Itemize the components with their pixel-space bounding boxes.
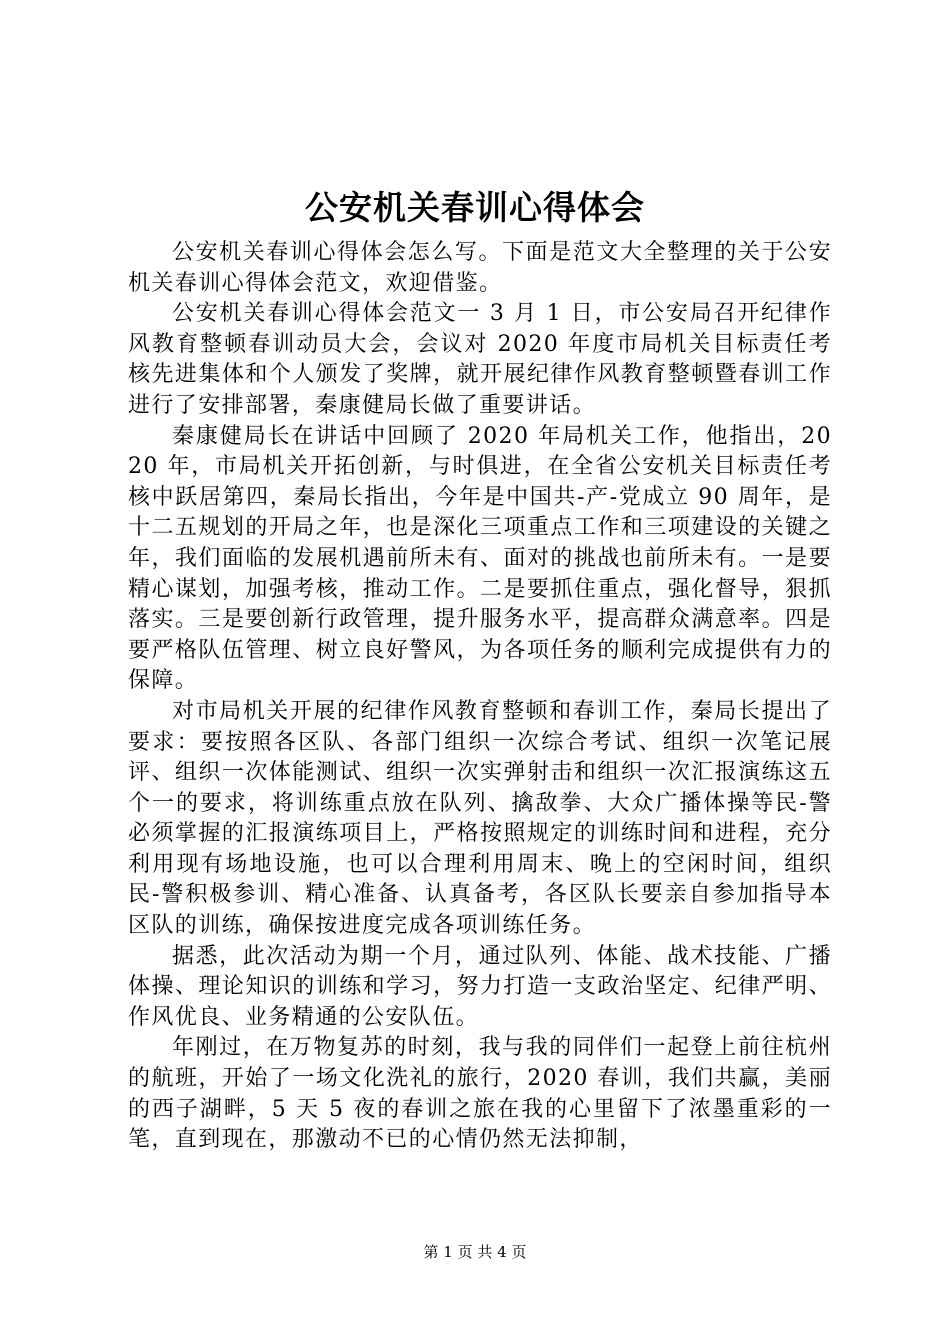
document-title: 公安机关春训心得体会 — [305, 188, 645, 227]
document-body — [128, 238, 832, 1156]
paragraph-review: 秦康健局长在讲话中回顾了 2020 年局机关工作，他指出，2020 年，市局机关开拓创新，与时俱进，在全省公安机关目标责任考核中跃居第四，秦局长指出，今年是中国共-产-党成立 90 周年，是十二五规划的开局之年，也是深化三项重点工作和三项建设的关键之年，我们面临的发展机遇前所未有、面对的挑战也前所未有。一是要精心谋划，加强考核，推动工作。二是要抓住重点，强化督导，狠抓落实。三是要创新行政管理，提升服务水平，提高群众满意率。四是要严格队伍管理、树立良好警风，为各项任务的顺利完成提供有力的保障。 — [128, 423, 832, 694]
paragraph-hangzhou-trip: 年刚过，在万物复苏的时刻，我与我的同伴们一起登上前往杭州的航班，开始了一场文化洗礼的旅行，2020 春训，我们共赢，美丽的西子湖畔，5 天 5 夜的春训之旅在我的心里留下了浓墨重彩的一笔，直到现在，那激动不已的心情仍然无法抑制， — [128, 1035, 832, 1153]
page-number-footer: 第 1 页 共 4 页 — [423, 1243, 527, 1261]
paragraph-sample-one: 公安机关春训心得体会范文一 3 月 1 日，市公安局召开纪律作风教育整顿春训动员大会，会议对 2020 年度市局机关目标责任考核先进集体和个人颁发了奖牌，就开展纪律作风教育整顿暨春训工作进行了安排部署，秦康健局长做了重要讲话。 — [128, 301, 832, 418]
paragraph-requirements: 对市局机关开展的纪律作风教育整顿和春训工作，秦局长提出了要求：要按照各区队、各部门组织一次综合考试、组织一次笔记展评、组织一次体能测试、组织一次实弹射击和组织一次汇报演练这五个一的要求，将训练重点放在队列、擒敌拳、大众广播体操等民-警必须掌握的汇报演练项目上，严格按照规定的训练时间和进程，充分利用现有场地设施，也可以合理利用周末、晚上的空闲时间，组织民-警积极参训、精心准备、认真备考，各区队长要亲自参加指导本区队的训练，确保按进度完成各项训练任务。 — [128, 698, 832, 939]
paragraph-activity-summary: 据悉，此次活动为期一个月，通过队列、体能、战术技能、广播体操、理论知识的训练和学习，努力打造一支政治坚定、纪律严明、作风优良、业务精通的公安队伍。 — [128, 943, 832, 1030]
paragraph-intro: 公安机关春训心得体会怎么写。下面是范文大全整理的关于公安机关春训心得体会范文，欢迎借鉴。 — [128, 240, 832, 296]
